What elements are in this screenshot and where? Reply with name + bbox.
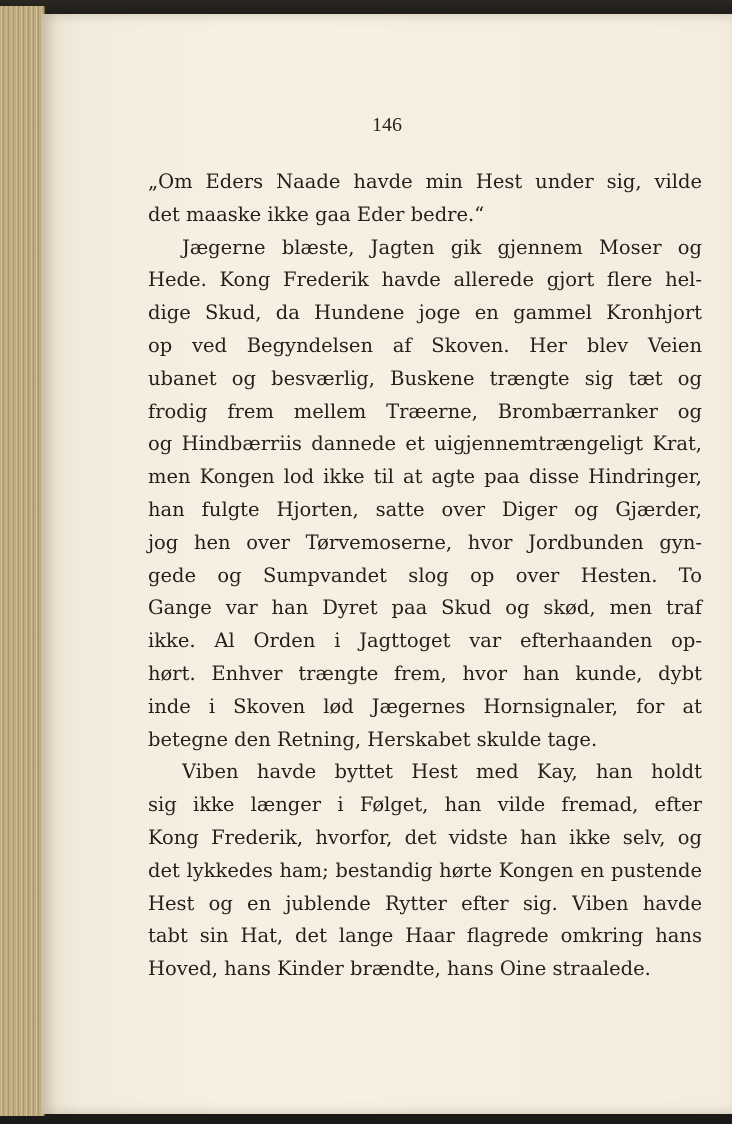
text-line: Jægerne blæste, Jagten gik gjennem Moser og: [182, 235, 702, 259]
text-line: og Hindbærriis dannede et uigjennemtrængeligt Krat,: [148, 432, 702, 456]
text-line: inde i Skoven lød Jægernes Hornsignaler, for at: [148, 694, 702, 718]
text-line: betegne den Retning, Herskabet skulde tage.: [148, 727, 598, 751]
text-line: det lykkedes ham; bestandig hørte Kongen en pustende: [148, 858, 702, 882]
text-line: han fulgte Hjorten, satte over Diger og Gjærder,: [148, 497, 702, 521]
text-line: ikke. Al Orden i Jagttoget var efterhaanden op-: [148, 629, 702, 653]
text-line: frodig frem mellem Træerne, Brombærranker og: [148, 399, 702, 423]
text-line: tabt sin Hat, det lange Haar flagrede omkring hans: [148, 924, 702, 948]
body-text: [148, 166, 702, 986]
text-line: sig ikke længer i Følget, han vilde fremad, efter: [148, 793, 702, 817]
text-line: Hede. Kong Frederik havde allerede gjort flere hel-: [148, 268, 702, 292]
text-line: jog hen over Tørvemoserne, hvor Jordbunden gyn-: [148, 530, 702, 554]
text-line: ubanet og besværlig, Buskene trængte sig tæt og: [148, 366, 702, 390]
text-line: men Kongen lod ikke til at agte paa disse Hindringer,: [148, 465, 702, 489]
text-line: det maaske ikke gaa Eder bedre.“: [148, 202, 485, 226]
text-line: op ved Begyndelsen af Skoven. Her blev Veien: [148, 333, 702, 357]
text-line: gede og Sumpvandet slog op over Hesten. To: [148, 563, 702, 587]
page-edge-stack: [0, 6, 45, 1116]
text-line: Hest og en jublende Rytter efter sig. Viben havde: [148, 891, 702, 915]
page-number: 146: [372, 114, 402, 136]
book-page: [42, 14, 732, 1114]
text-line: Gange var han Dyret paa Skud og skød, men traf: [148, 596, 702, 620]
text-line: Kong Frederik, hvorfor, det vidste han ikke selv, og: [148, 825, 702, 849]
text-line: Hoved, hans Kinder brændte, hans Oine straalede.: [148, 957, 651, 981]
text-line: „Om Eders Naade havde min Hest under sig, vilde: [148, 170, 702, 193]
text-line: dige Skud, da Hundene joge en gammel Kronhjort: [148, 301, 702, 325]
text-line: hørt. Enhver trængte frem, hvor han kunde, dybt: [148, 661, 702, 685]
text-line: Viben havde byttet Hest med Kay, han holdt: [182, 760, 702, 784]
